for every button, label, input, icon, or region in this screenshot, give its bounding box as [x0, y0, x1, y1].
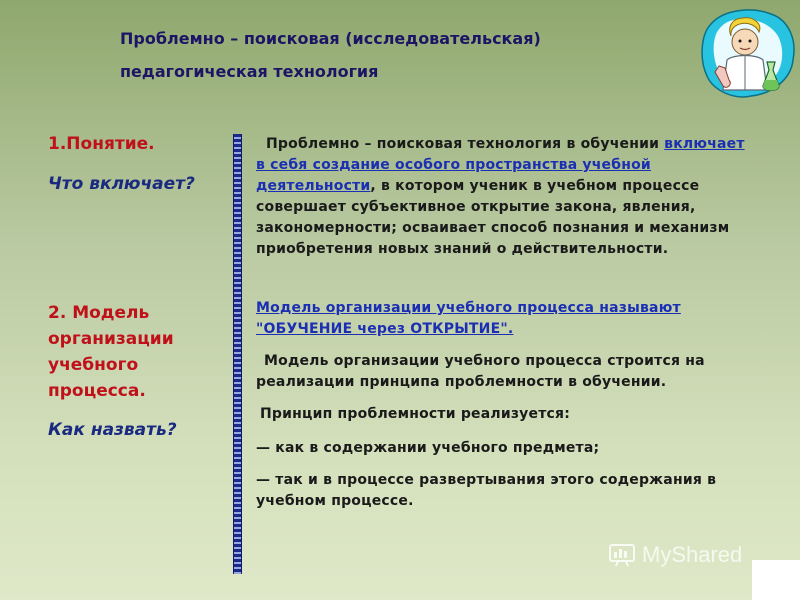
- list-item-content: — как в содержании учебного предмета;: [256, 440, 600, 456]
- myshared-logo-icon: [608, 542, 636, 568]
- myshared-watermark: [608, 538, 768, 572]
- paragraph-principle: Принцип проблемности реализуется:: [260, 406, 571, 422]
- slide-title: [120, 22, 660, 88]
- vertical-divider: [233, 134, 242, 574]
- title-line-2: педагогическая технология: [120, 62, 379, 81]
- scientist-with-flask-icon: [693, 4, 799, 104]
- paragraph-model-build: Модель организации учебного процесса строится на реализации принципа проблемности в обучении.: [256, 353, 705, 390]
- corner-box: [752, 560, 800, 600]
- definition-end: , в котором ученик в учебном процессе совершает субъективное открытие закона, явления, закономерности; осваивает способ познания и механизм приобретения новых знаний о действительности.: [256, 178, 730, 257]
- paragraph-model-name: [256, 298, 756, 340]
- title-line-1: Проблемно – поисковая (исследовательская): [120, 29, 541, 48]
- list-item-process: — так и в процессе развертывания этого содержания в учебном процессе.: [256, 472, 717, 509]
- question-2-title: 2. Модель организации учебного процесса.: [48, 303, 174, 401]
- question-1-number: 1.Понятие.: [48, 134, 155, 154]
- question-2-ask: Как назвать?: [48, 420, 177, 440]
- model-name-link[interactable]: Модель организации учебного процесса называют "ОБУЧЕНИЕ через ОТКРЫТИЕ".: [256, 300, 681, 337]
- definition-link[interactable]: включает в себя создание особого пространства учебной деятельности: [256, 136, 745, 194]
- paragraph-definition: [256, 134, 756, 260]
- watermark-text: MyShared: [642, 542, 743, 567]
- question-1-ask: Что включает?: [48, 174, 195, 194]
- definition-start: Проблемно – поисковая технология в обучении: [266, 136, 665, 152]
